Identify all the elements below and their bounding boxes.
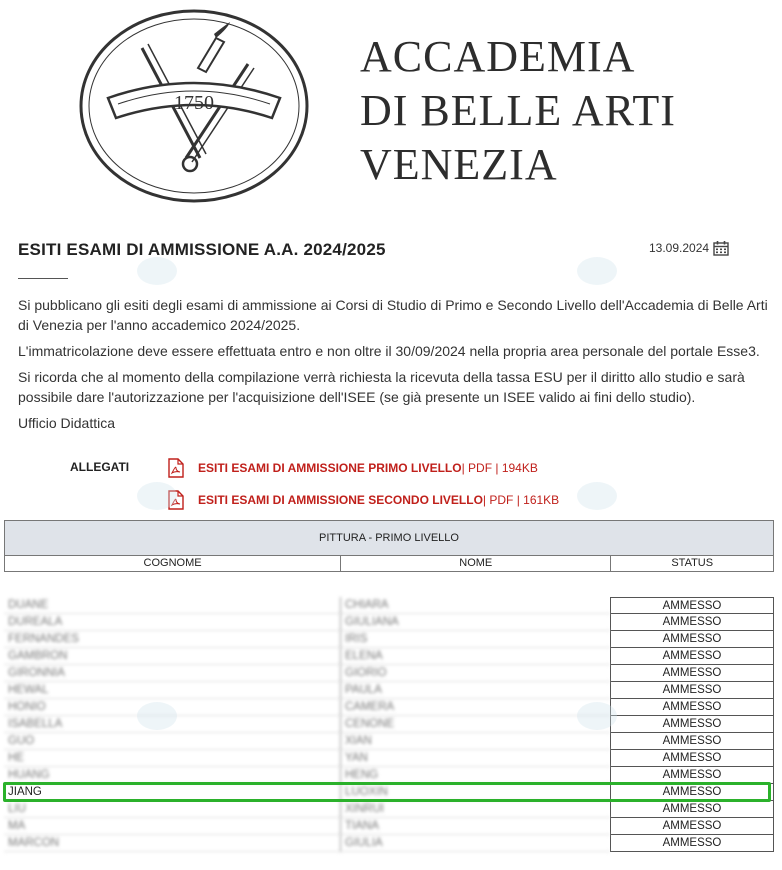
- cell-status: AMMESSO: [610, 682, 774, 699]
- cell-cognome: GIRONNIA: [4, 665, 340, 682]
- cell-status: AMMESSO: [610, 631, 774, 648]
- attachment-meta: | PDF | 194KB: [461, 461, 538, 475]
- cell-nome: GIORIO: [340, 665, 610, 682]
- cell-cognome: HUANG: [4, 767, 340, 784]
- cell-cognome: LIU: [4, 801, 340, 818]
- results-table-header: [4, 520, 774, 572]
- cell-status: AMMESSO: [610, 597, 774, 614]
- pdf-icon: [168, 458, 184, 478]
- table-row: [4, 750, 774, 767]
- article: [18, 228, 778, 439]
- cell-nome: LUOXIN: [340, 784, 610, 801]
- date-text: 13.09.2024: [649, 241, 710, 255]
- table-row: [4, 597, 774, 614]
- cell-status: AMMESSO: [610, 818, 774, 835]
- cell-cognome: DUANE: [4, 597, 340, 614]
- title-row: [18, 228, 778, 268]
- cell-status: AMMESSO: [610, 733, 774, 750]
- calendar-icon: [713, 240, 729, 256]
- cell-nome: GIULIANA: [340, 614, 610, 631]
- column-header-nome: NOME: [340, 556, 610, 571]
- table-row: [4, 699, 774, 716]
- attachments-label: ALLEGATI: [70, 460, 130, 474]
- cell-nome: CENONE: [340, 716, 610, 733]
- title-divider: [18, 278, 68, 279]
- cell-nome: XINRUI: [340, 801, 610, 818]
- attachment-meta: | PDF | 161KB: [482, 493, 560, 507]
- cell-status: AMMESSO: [610, 767, 774, 784]
- cell-nome: CHIARA: [340, 597, 610, 614]
- office-signature: Ufficio Didattica: [18, 415, 116, 431]
- table-column-headers: [4, 556, 774, 572]
- cell-nome: ELENA: [340, 648, 610, 665]
- column-header-status: STATUS: [610, 556, 773, 571]
- cell-nome: CAMERA: [340, 699, 610, 716]
- attachment-item[interactable]: [168, 458, 538, 478]
- cell-cognome: HE: [4, 750, 340, 767]
- esu-paragraph: Si ricorda che al momento della compilazione verrà richiesta la ricevuta della tassa ESU per il diritto allo studio e sarà possibile dare l'autorizzazione per l'acquisizione dell'ISEE (se già presente un ISEE valido ai fini dello studio).: [18, 369, 745, 405]
- cell-status: AMMESSO: [610, 665, 774, 682]
- attachment-link-primo[interactable]: ESITI ESAMI DI AMMISSIONE PRIMO LIVELLO: [198, 461, 462, 475]
- cell-nome: IRIS: [340, 631, 610, 648]
- table-row: [4, 835, 774, 852]
- page-title: ESITI ESAMI DI AMMISSIONE A.A. 2024/2025: [18, 240, 386, 259]
- table-row: [4, 801, 774, 818]
- cell-cognome: GAMBRON: [4, 648, 340, 665]
- cell-status: AMMESSO: [610, 835, 774, 852]
- table-row: [4, 818, 774, 835]
- table-section-title: PITTURA - PRIMO LIVELLO: [4, 520, 774, 556]
- cell-nome: YAN: [340, 750, 610, 767]
- attachment-item[interactable]: [168, 490, 559, 510]
- table-row: [4, 665, 774, 682]
- cell-status: AMMESSO: [610, 614, 774, 631]
- cell-nome: XIAN: [340, 733, 610, 750]
- academy-logo-icon[interactable]: [78, 8, 310, 204]
- institution-line: DI BELLE ARTI: [360, 86, 676, 135]
- institution-line: ACCADEMIA: [360, 32, 636, 81]
- table-row: [4, 648, 774, 665]
- cell-nome: PAULA: [340, 682, 610, 699]
- cell-status: AMMESSO: [610, 784, 774, 801]
- cell-status: AMMESSO: [610, 801, 774, 818]
- cell-cognome: ISABELLA: [4, 716, 340, 733]
- cell-status: AMMESSO: [610, 699, 774, 716]
- attachment-link-secondo[interactable]: ESITI ESAMI DI AMMISSIONE SECONDO LIVELLO: [198, 493, 483, 507]
- cell-nome: HENG: [340, 767, 610, 784]
- cell-cognome: JIANG: [4, 784, 340, 801]
- table-row: [4, 682, 774, 699]
- table-row: [4, 733, 774, 750]
- watermark-icon: [575, 480, 619, 512]
- table-row: [4, 716, 774, 733]
- site-header: [0, 0, 782, 215]
- cell-nome: TIANA: [340, 818, 610, 835]
- cell-cognome: DUREALA: [4, 614, 340, 631]
- cell-cognome: MARCON: [4, 835, 340, 852]
- column-header-cognome: COGNOME: [143, 557, 202, 569]
- table-row: [4, 614, 774, 631]
- enrollment-paragraph: L'immatricolazione deve essere effettuata entro e non oltre il 30/09/2024 nella propria area personale del portale Esse3.: [18, 343, 760, 359]
- intro-paragraph: Si pubblicano gli esiti degli esami di ammissione ai Corsi di Studio di Primo e Secondo Livello dell'Accademia di Belle Arti di Venezia per l'anno accademico 2024/2025.: [18, 297, 768, 333]
- table-row: [4, 631, 774, 648]
- cell-nome: GIULIA: [340, 835, 610, 852]
- cell-cognome: MA: [4, 818, 340, 835]
- cell-cognome: GUO: [4, 733, 340, 750]
- highlight-box: [3, 782, 771, 802]
- cell-cognome: FERNANDES: [4, 631, 340, 648]
- cell-cognome: HEWAL: [4, 682, 340, 699]
- cell-status: AMMESSO: [610, 750, 774, 767]
- pdf-icon: [168, 490, 184, 510]
- institution-line: VENEZIA: [360, 140, 558, 189]
- cell-cognome: HONIO: [4, 699, 340, 716]
- logo-year: 1750: [174, 92, 214, 114]
- cell-status: AMMESSO: [610, 648, 774, 665]
- results-table-body: [4, 597, 774, 852]
- cell-status: AMMESSO: [610, 716, 774, 733]
- publish-date: [649, 240, 729, 256]
- institution-name[interactable]: [360, 30, 676, 192]
